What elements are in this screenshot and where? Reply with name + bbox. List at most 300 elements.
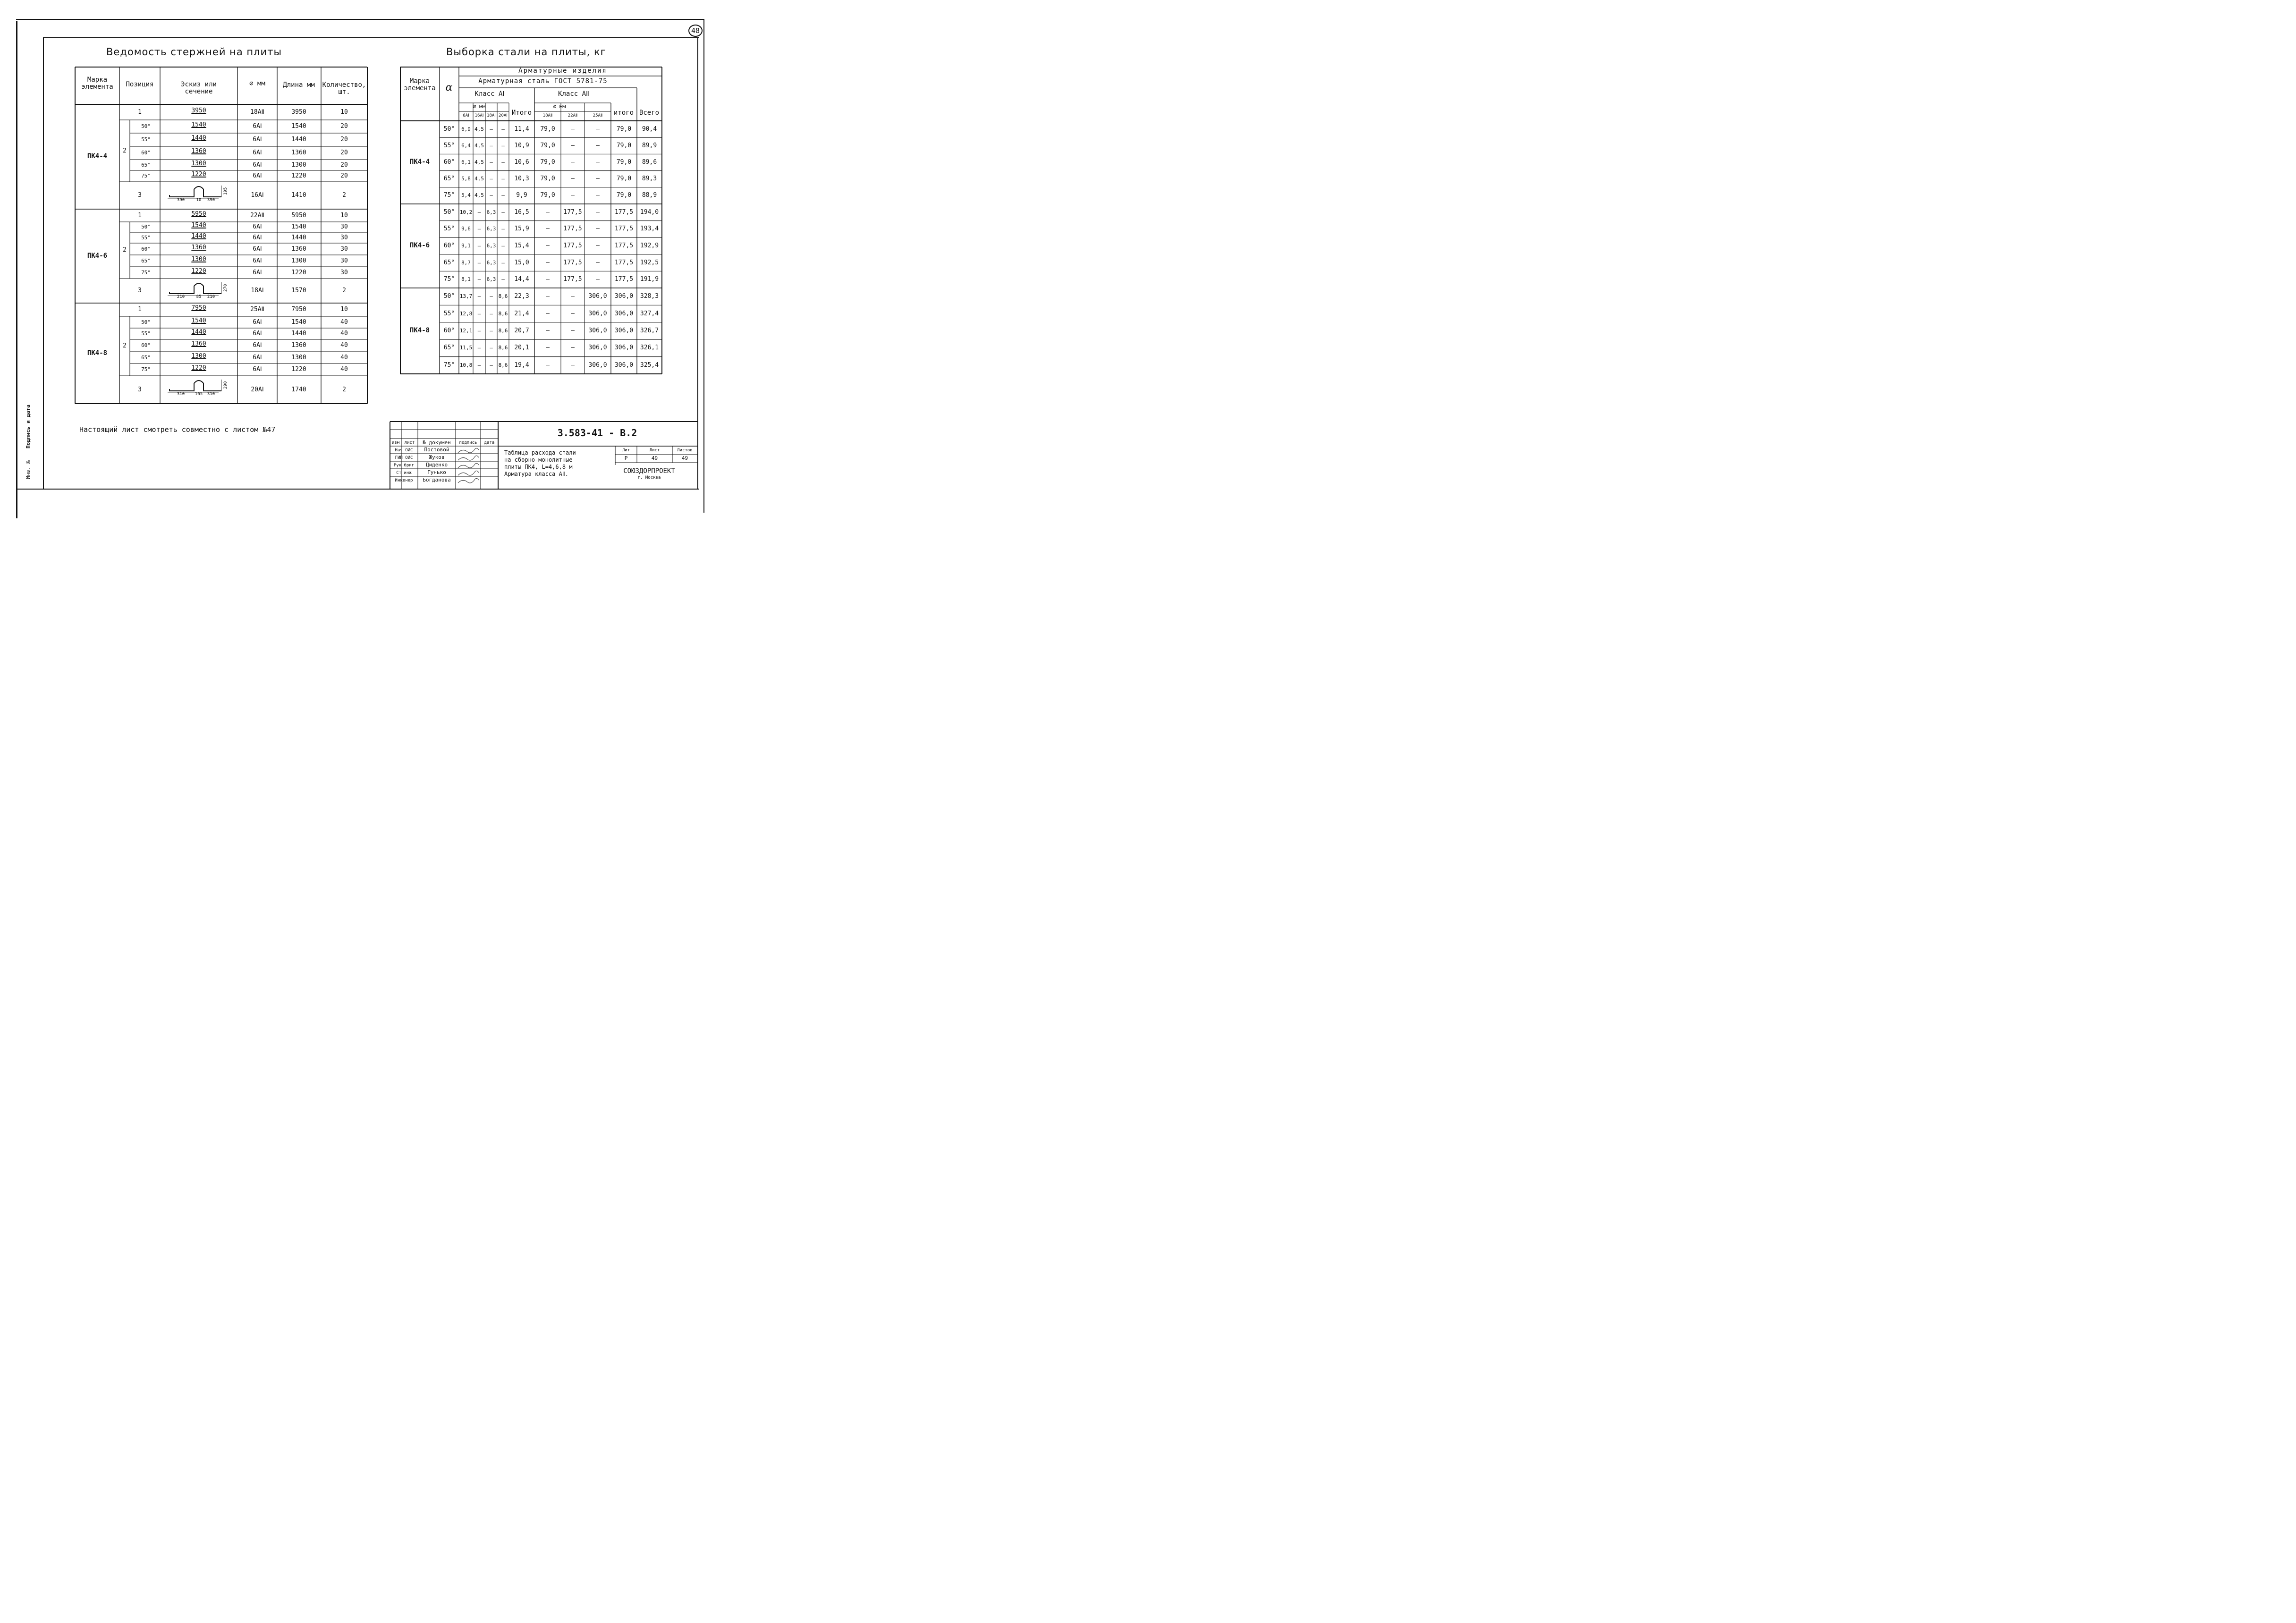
bar-sketch-length: 1360 — [191, 148, 206, 155]
bar-quantity: 10 — [340, 306, 348, 313]
steel-25a2: — — [596, 142, 600, 149]
steel-18a1: — — [490, 192, 493, 199]
bar-quantity: 40 — [340, 366, 348, 373]
drawing-code: 3.583-41 - В.2 — [557, 427, 637, 439]
position-number: 1 — [138, 306, 142, 313]
bar-length: 1410 — [291, 192, 306, 199]
steel-6a1: 12,1 — [459, 328, 473, 334]
steel-20a1: — — [501, 192, 505, 199]
steel-6a1: 6,4 — [461, 142, 471, 149]
signature-scribble — [458, 463, 479, 468]
bar-length: 1220 — [291, 366, 306, 373]
steel-22a2: — — [571, 192, 575, 199]
steel-20a1: — — [501, 243, 505, 249]
steel-16a1: 4,5 — [474, 176, 484, 182]
steel-22a2: 177,5 — [563, 225, 582, 233]
steel-25a2: — — [596, 242, 600, 249]
bar-sketch-length: 7950 — [191, 304, 206, 312]
steel-18a2: 79,0 — [540, 175, 555, 183]
bend-angle: 50° — [141, 319, 151, 325]
bend-angle: 55° — [141, 330, 151, 337]
bar-sketch-length: 3950 — [191, 107, 206, 114]
bar-sketch-length: 1220 — [191, 364, 206, 372]
bar-length: 1300 — [291, 161, 306, 169]
steel-20a1: 8,6 — [498, 328, 508, 334]
grand-total: 326,1 — [640, 344, 659, 352]
bar-quantity: 30 — [340, 257, 348, 264]
steel-18a2: — — [546, 361, 550, 369]
bar-diameter: 20АⅠ — [251, 386, 264, 393]
steel-16a1: — — [477, 328, 481, 334]
bar-sketch-length: 1440 — [191, 135, 206, 142]
bar-sketch-length: 1540 — [191, 222, 206, 229]
header-diameter: ⌀ мм — [473, 103, 486, 110]
sheet-number: 48 — [688, 25, 703, 37]
sketch-dimension: 390 — [177, 198, 185, 203]
bar-sketch-length: 1300 — [191, 255, 206, 263]
bar-quantity: 40 — [340, 318, 348, 326]
steel-6a1: 9,1 — [461, 243, 471, 249]
subtotal-a2: 306,0 — [614, 361, 634, 369]
bend-angle: 60° — [141, 245, 151, 252]
steel-22a2: 177,5 — [563, 208, 582, 216]
subtotal-a1: 15,0 — [514, 259, 529, 266]
steel-25a2: 306,0 — [588, 344, 607, 352]
subtotal-a2: 306,0 — [614, 327, 634, 334]
subtotal-a1: 15,9 — [514, 225, 529, 233]
bend-angle: 60° — [443, 327, 455, 334]
steel-25a2: 306,0 — [588, 361, 607, 369]
stamp-role: Рук бриг — [393, 463, 415, 468]
steel-20a1: — — [501, 276, 505, 283]
steel-18a2: — — [546, 327, 550, 334]
steel-25a2: — — [596, 192, 600, 199]
bend-angle: 50° — [443, 293, 455, 300]
steel-6a1: 6,9 — [461, 126, 471, 132]
position-number: 3 — [138, 386, 142, 393]
steel-20a1: — — [501, 142, 505, 149]
bar-quantity: 2 — [342, 192, 346, 199]
bend-angle: 60° — [141, 342, 151, 348]
bend-angle: 55° — [141, 234, 151, 241]
bar-length: 1440 — [291, 234, 306, 241]
grand-total: 327,4 — [640, 310, 659, 317]
subtotal-a1: 22,3 — [514, 293, 529, 300]
element-mark: ПК4-6 — [87, 252, 108, 260]
bend-angle: 60° — [443, 242, 455, 249]
bend-angle: 50° — [443, 125, 455, 133]
subtotal-a2: 177,5 — [614, 225, 634, 233]
bar-sketch-length: 1300 — [191, 160, 206, 167]
header-bar-grade: 22АⅡ — [568, 113, 578, 118]
steel-22a2: — — [571, 361, 575, 369]
subtotal-a2: 306,0 — [614, 344, 634, 352]
steel-16a1: — — [477, 226, 481, 232]
bar-diameter: 6АⅠ — [253, 223, 262, 230]
grand-total: 191,9 — [640, 276, 659, 283]
bar-diameter: 6АⅠ — [253, 269, 262, 276]
left-header-0: Марка элемента — [81, 76, 113, 91]
subtotal-a2: 79,0 — [616, 159, 632, 166]
bend-angle: 75° — [141, 173, 151, 179]
steel-25a2: — — [596, 259, 600, 266]
drawing-sheet — [0, 0, 740, 523]
steel-18a2: 79,0 — [540, 159, 555, 166]
bar-quantity: 30 — [340, 269, 348, 276]
steel-16a1: — — [477, 276, 481, 283]
u-bar-sketch — [169, 186, 221, 197]
u-bar-sketch — [169, 380, 221, 391]
steel-16a1: — — [477, 243, 481, 249]
bar-diameter: 6АⅠ — [253, 136, 262, 143]
steel-20a1: 8,6 — [498, 293, 508, 300]
stamp-name: Постовой — [424, 447, 449, 453]
steel-18a1: — — [490, 176, 493, 182]
grand-total: 89,6 — [642, 159, 657, 166]
bar-length: 1440 — [291, 136, 306, 143]
steel-18a2: — — [546, 208, 550, 216]
steel-18a2: — — [546, 259, 550, 266]
bend-angle: 75° — [141, 366, 151, 372]
steel-6a1: 10,8 — [459, 362, 473, 368]
grand-total: 89,3 — [642, 175, 657, 183]
steel-20a1: — — [501, 176, 505, 182]
bend-angle: 55° — [141, 136, 151, 143]
subtotal-a2: 79,0 — [616, 142, 632, 149]
steel-18a1: — — [490, 362, 493, 368]
sketch-dimension: 210 — [207, 295, 215, 299]
bar-sketch-length: 1540 — [191, 121, 206, 128]
bar-quantity: 30 — [340, 245, 348, 253]
element-mark: ПК4-6 — [409, 242, 430, 249]
bar-quantity: 20 — [340, 161, 348, 169]
bar-sketch-length: 1360 — [191, 244, 206, 251]
steel-25a2: 306,0 — [588, 310, 607, 317]
steel-20a1: 8,6 — [498, 362, 508, 368]
element-mark: ПК4-4 — [87, 152, 108, 160]
bar-quantity: 40 — [340, 330, 348, 337]
subtotal-a1: 11,4 — [514, 125, 529, 133]
stamp-name: Гунько — [427, 469, 446, 475]
steel-18a2: 79,0 — [540, 125, 555, 133]
stamp-header: дата — [484, 440, 495, 445]
bar-quantity: 10 — [340, 211, 348, 219]
position-number: 2 — [123, 246, 127, 254]
steel-20a1: — — [501, 209, 505, 215]
sketch-dimension: 85 — [196, 295, 202, 299]
steel-18a1: — — [490, 310, 493, 317]
bend-angle: 55° — [443, 225, 455, 233]
bar-quantity: 10 — [340, 108, 348, 116]
stamp-role: Ст инж — [396, 471, 412, 475]
position-number: 2 — [123, 147, 127, 154]
bar-diameter: 6АⅠ — [253, 172, 262, 179]
steel-25a2: — — [596, 225, 600, 233]
bar-quantity: 30 — [340, 234, 348, 241]
element-mark: ПК4-4 — [409, 158, 430, 166]
header-steel: Арматурная сталь ГОСТ 5781-75 — [478, 77, 608, 85]
bend-angle: 50° — [141, 123, 151, 129]
bar-diameter: 18АⅡ — [250, 108, 264, 116]
sketch-dimension: 10 — [196, 198, 202, 203]
bar-length: 1220 — [291, 269, 306, 276]
bar-length: 1360 — [291, 342, 306, 349]
bar-quantity: 2 — [342, 386, 346, 393]
subtotal-a1: 21,4 — [514, 310, 529, 317]
steel-22a2: — — [571, 344, 575, 352]
bar-length: 1570 — [291, 287, 306, 294]
left-header-4: Длина мм — [283, 81, 315, 89]
bend-angle: 65° — [443, 175, 455, 183]
steel-6a1: 9,6 — [461, 226, 471, 232]
bar-diameter: 16АⅠ — [251, 192, 264, 199]
bar-sketch-length: 1220 — [191, 171, 206, 178]
grand-total: 328,3 — [640, 293, 659, 300]
steel-22a2: — — [571, 125, 575, 133]
sheet-info-value: 49 — [681, 455, 688, 461]
steel-16a1: 4,5 — [474, 142, 484, 149]
steel-18a2: — — [546, 293, 550, 300]
bend-angle: 60° — [443, 159, 455, 166]
subtotal-a2: 177,5 — [614, 242, 634, 249]
sheet-info-value: 49 — [651, 455, 658, 461]
bar-length: 1360 — [291, 149, 306, 156]
subtotal-a1: 15,4 — [514, 242, 529, 249]
grand-total: 89,9 — [642, 142, 657, 149]
bar-sketch-length: 1540 — [191, 317, 206, 324]
position-number: 3 — [138, 287, 142, 294]
bend-angle: 65° — [141, 161, 151, 168]
steel-18a2: — — [546, 344, 550, 352]
sketch-dimension: 195 — [223, 187, 228, 195]
steel-18a1: 6,3 — [486, 259, 496, 266]
element-mark: ПК4-8 — [87, 349, 108, 357]
steel-18a1: — — [490, 142, 493, 149]
steel-18a1: — — [490, 126, 493, 132]
steel-18a1: 6,3 — [486, 209, 496, 215]
steel-16a1: — — [477, 310, 481, 317]
header-products: Арматурные изделия — [518, 67, 607, 75]
grand-total: 192,9 — [640, 242, 659, 249]
steel-25a2: 306,0 — [588, 293, 607, 300]
subtotal-a1: 20,7 — [514, 327, 529, 334]
bar-quantity: 20 — [340, 123, 348, 130]
steel-18a1: 6,3 — [486, 276, 496, 283]
steel-6a1: 11,5 — [459, 345, 473, 351]
steel-16a1: — — [477, 362, 481, 368]
bar-diameter: 6АⅠ — [253, 149, 262, 156]
bend-angle: 55° — [443, 310, 455, 317]
header-subtotal-a1: Итого — [511, 109, 532, 117]
subtotal-a2: 306,0 — [614, 293, 634, 300]
steel-18a2: — — [546, 310, 550, 317]
steel-20a1: — — [501, 126, 505, 132]
grand-total: 88,9 — [642, 192, 657, 199]
grand-total: 192,5 — [640, 259, 659, 266]
subtotal-a2: 177,5 — [614, 276, 634, 283]
bend-angle: 60° — [141, 150, 151, 156]
header-class-a1: Класс АⅠ — [474, 90, 505, 98]
left-header-1: Позиция — [126, 81, 154, 88]
steel-18a1: — — [490, 293, 493, 300]
header-bar-grade: 20АⅠ — [499, 113, 508, 118]
left-header-2: Эскиз или сечение — [181, 81, 217, 95]
bar-quantity: 20 — [340, 136, 348, 143]
steel-18a1: — — [490, 345, 493, 351]
steel-6a1: 8,7 — [461, 259, 471, 266]
sketch-dimension: 310 — [207, 392, 215, 397]
grand-total: 194,0 — [640, 208, 659, 216]
left-table-title: Ведомость стержней на плиты — [106, 46, 282, 58]
drawing-description: Арматура класса АⅡ. — [504, 471, 568, 477]
steel-20a1: — — [501, 226, 505, 232]
bar-sketch-length: 1440 — [191, 329, 206, 336]
bar-length: 1360 — [291, 245, 306, 253]
organization-city: г. Москва — [637, 475, 661, 480]
grand-total: 90,4 — [642, 125, 657, 133]
header-bar-grade: 18АⅡ — [542, 113, 553, 118]
subtotal-a2: 79,0 — [616, 125, 632, 133]
bar-length: 1220 — [291, 172, 306, 179]
sheet-info-header: Лит — [622, 448, 630, 453]
steel-18a1: — — [490, 328, 493, 334]
header-bar-grade: 6АⅠ — [463, 113, 469, 118]
drawing-description: на сборно-монолитные — [504, 456, 573, 463]
bar-diameter: 6АⅠ — [253, 161, 262, 169]
bar-diameter: 6АⅠ — [253, 366, 262, 373]
bend-angle: 65° — [141, 257, 151, 264]
drawing-description: Таблица расхода стали — [504, 449, 576, 456]
sketch-dimension: 290 — [223, 381, 228, 389]
steel-6a1: 12,8 — [459, 310, 473, 317]
bar-quantity: 30 — [340, 223, 348, 230]
subtotal-a2: 79,0 — [616, 192, 632, 199]
subtotal-a1: 20,1 — [514, 344, 529, 352]
signature-scribble — [458, 448, 479, 453]
grand-total: 193,4 — [640, 225, 659, 233]
steel-18a1: — — [490, 159, 493, 165]
subtotal-a1: 19,4 — [514, 361, 529, 369]
bar-quantity: 20 — [340, 172, 348, 179]
left-header-5: Количество, шт. — [322, 81, 366, 96]
bar-diameter: 6АⅠ — [253, 318, 262, 326]
bend-angle: 75° — [443, 361, 455, 369]
steel-16a1: 4,5 — [474, 159, 484, 165]
steel-22a2: 177,5 — [563, 242, 582, 249]
signature-scribble — [458, 478, 479, 483]
bar-diameter: 6АⅠ — [253, 342, 262, 349]
subtotal-a1: 16,5 — [514, 208, 529, 216]
position-number: 1 — [138, 211, 142, 219]
steel-18a1: 6,3 — [486, 226, 496, 232]
stamp-role: ГИП ОИС — [395, 456, 413, 460]
bar-diameter: 6АⅠ — [253, 245, 262, 253]
steel-20a1: — — [501, 159, 505, 165]
steel-16a1: 4,5 — [474, 126, 484, 132]
bend-angle: 65° — [443, 259, 455, 266]
steel-16a1: — — [477, 259, 481, 266]
side-stamp-inventory-label: Инв. № — [25, 460, 31, 479]
stamp-role: Нач ОИС — [395, 448, 413, 453]
steel-25a2: 306,0 — [588, 327, 607, 334]
subtotal-a2: 306,0 — [614, 310, 634, 317]
stamp-header: лист — [404, 440, 415, 445]
bar-length: 1540 — [291, 223, 306, 230]
subtotal-a2: 79,0 — [616, 175, 632, 183]
steel-22a2: — — [571, 310, 575, 317]
bend-angle: 50° — [443, 208, 455, 216]
steel-18a1: 6,3 — [486, 243, 496, 249]
steel-6a1: 10,2 — [459, 209, 473, 215]
position-number: 2 — [123, 342, 127, 349]
bar-length: 1440 — [291, 330, 306, 337]
steel-16a1: — — [477, 209, 481, 215]
steel-25a2: — — [596, 159, 600, 166]
bend-angle: 75° — [443, 192, 455, 199]
bar-sketch-length: 1440 — [191, 232, 206, 240]
bar-length: 1740 — [291, 386, 306, 393]
steel-20a1: 8,6 — [498, 310, 508, 317]
steel-22a2: — — [571, 159, 575, 166]
sketch-dimension: 270 — [223, 284, 228, 292]
subtotal-a2: 177,5 — [614, 259, 634, 266]
bar-sketch-length: 5950 — [191, 210, 206, 218]
bend-angle: 55° — [443, 142, 455, 149]
bar-length: 3950 — [291, 108, 306, 116]
bar-length: 1540 — [291, 123, 306, 130]
bar-length: 1300 — [291, 354, 306, 361]
bar-length: 1300 — [291, 257, 306, 264]
signature-scribble — [458, 456, 479, 460]
stamp-name: Диденко — [425, 462, 448, 468]
bar-diameter: 6АⅠ — [253, 234, 262, 241]
steel-18a2: 79,0 — [540, 192, 555, 199]
bend-angle: 75° — [443, 276, 455, 283]
header-bar-grade: 25АⅡ — [593, 113, 603, 118]
steel-22a2: — — [571, 175, 575, 183]
u-bar-sketch — [169, 283, 221, 294]
element-mark: ПК4-8 — [409, 327, 430, 334]
bar-length: 1540 — [291, 318, 306, 326]
bar-diameter: 25АⅡ — [250, 306, 264, 313]
steel-16a1: — — [477, 345, 481, 351]
subtotal-a1: 10,9 — [514, 142, 529, 149]
subtotal-a2: 177,5 — [614, 208, 634, 216]
bar-diameter: 6АⅠ — [253, 330, 262, 337]
left-header-3: ⌀ мм — [249, 80, 265, 87]
sketch-dimension: 390 — [207, 198, 215, 203]
position-number: 1 — [138, 108, 142, 116]
position-number: 3 — [138, 192, 142, 199]
bar-quantity: 40 — [340, 342, 348, 349]
cross-reference-note: Настоящий лист смотреть совместно с листом №47 — [79, 425, 276, 434]
steel-22a2: 177,5 — [563, 259, 582, 266]
steel-18a2: — — [546, 225, 550, 233]
side-stamp-signature-label: Подпись и дата — [25, 405, 31, 448]
bar-sketch-length: 1300 — [191, 352, 206, 360]
bar-quantity: 20 — [340, 149, 348, 156]
stamp-header: № докумен — [423, 440, 451, 446]
signature-scribble — [458, 471, 479, 475]
sketch-dimension: 310 — [177, 392, 185, 397]
steel-22a2: — — [571, 293, 575, 300]
steel-25a2: — — [596, 208, 600, 216]
bend-angle: 65° — [443, 344, 455, 352]
bend-angle: 75° — [141, 269, 151, 276]
subtotal-a1: 10,6 — [514, 159, 529, 166]
grand-total: 326,7 — [640, 327, 659, 334]
steel-25a2: — — [596, 175, 600, 183]
